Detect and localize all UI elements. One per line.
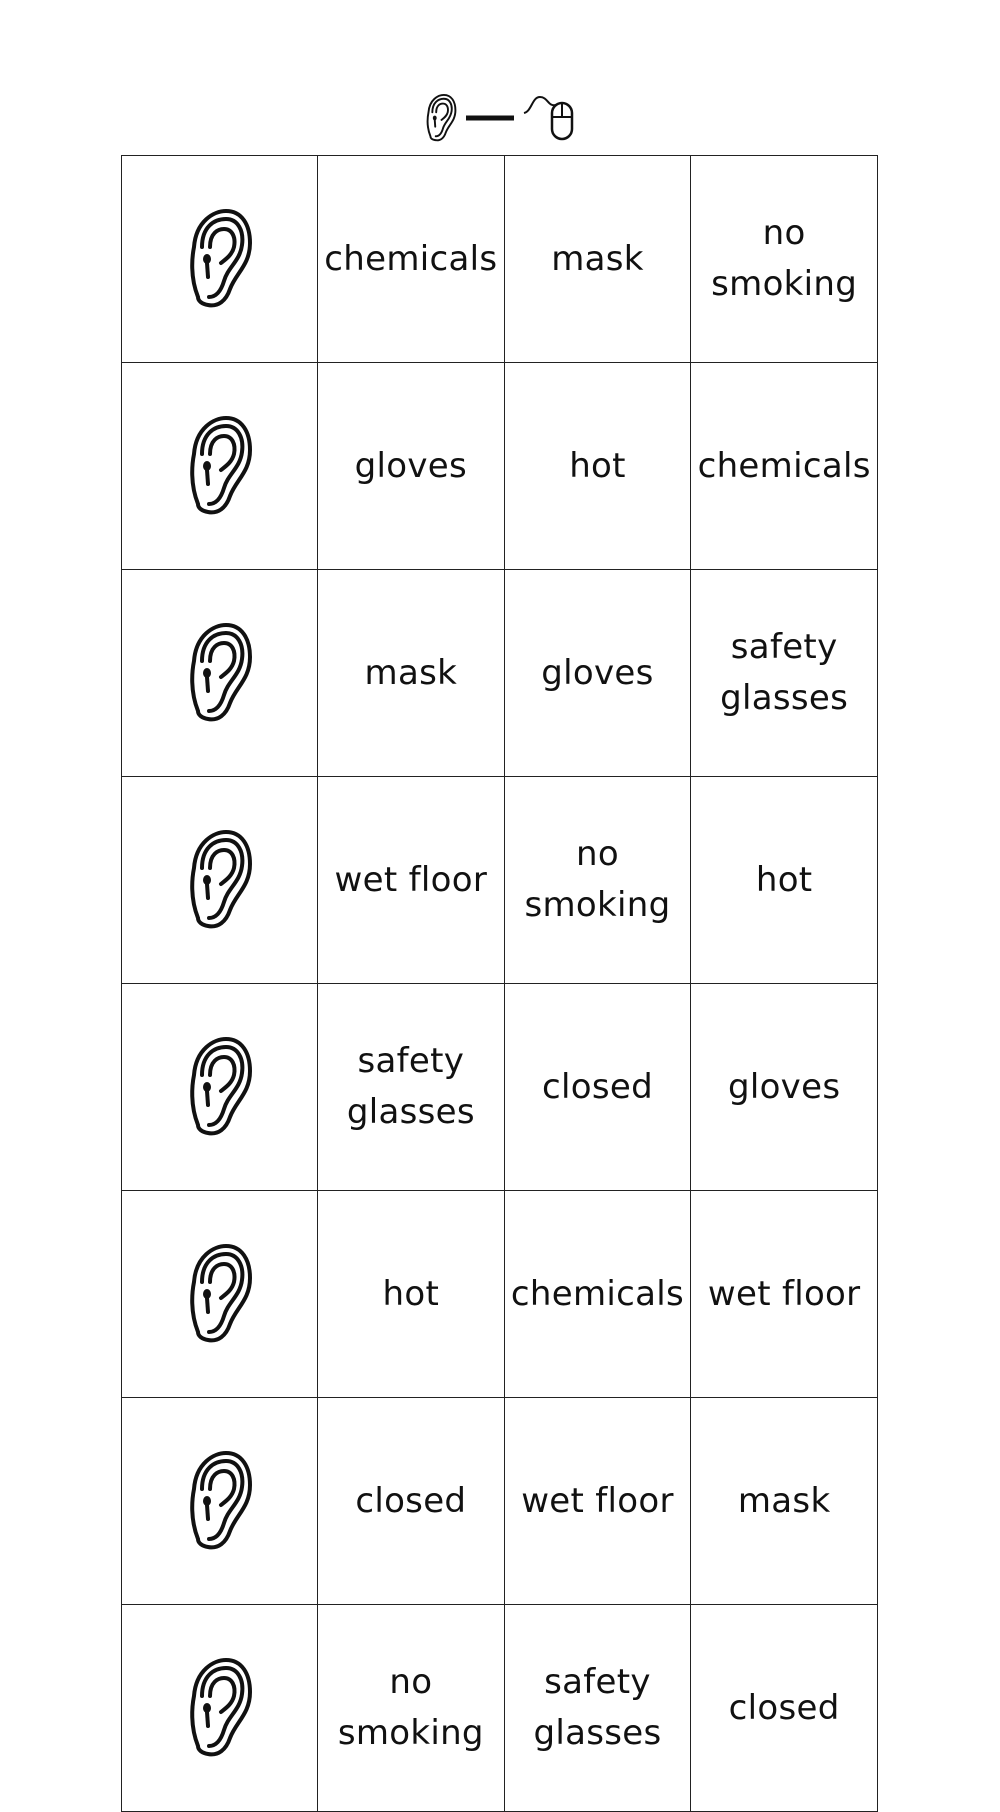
ear-icon [188,207,252,311]
grid-row [122,1398,878,1605]
grid-cell: hot [504,363,691,570]
grid-cell: safety glasses [504,1605,691,1812]
grid-cell: closed [318,1398,505,1605]
grid-cell: closed [691,1605,878,1812]
grid-cell: safety glasses [318,984,505,1191]
ear-icon [188,1035,252,1139]
ear-cell [122,570,318,777]
grid-row [122,984,878,1191]
grid-row [122,156,878,363]
grid-cell: chemicals [691,363,878,570]
grid-row [122,1605,878,1812]
grid-cell: mask [504,156,691,363]
grid-cell: gloves [504,570,691,777]
grid-cell: wet floor [318,777,505,984]
grid-row [122,363,878,570]
ear-icon [188,828,252,932]
ear-cell [122,1398,318,1605]
ear-icon [188,1242,252,1346]
grid-cell: no smoking [318,1605,505,1812]
grid-cell: chemicals [504,1191,691,1398]
grid-cell: gloves [318,363,505,570]
ear-icon [188,1449,252,1553]
ear-icon [188,621,252,725]
ear-icon [188,1656,252,1760]
grid-row [122,1191,878,1398]
grid-cell: mask [318,570,505,777]
ear-icon [424,93,458,143]
grid-cell: wet floor [504,1398,691,1605]
ear-icon [188,414,252,518]
grid-cell: no smoking [691,156,878,363]
grid-cell: wet floor [691,1191,878,1398]
grid-cell: closed [504,984,691,1191]
ear-cell [122,156,318,363]
grid-cell: hot [691,777,878,984]
bingo-grid [121,155,878,1812]
ear-cell [122,777,318,984]
ear-cell [122,984,318,1191]
ear-cell [122,1605,318,1812]
computer-mouse-icon [522,93,576,143]
dash-line [464,108,516,128]
grid-cell: hot [318,1191,505,1398]
grid-cell: no smoking [504,777,691,984]
grid-cell: mask [691,1398,878,1605]
grid-row [122,777,878,984]
grid-row [122,570,878,777]
grid-cell: chemicals [318,156,505,363]
ear-cell [122,1191,318,1398]
grid-cell: gloves [691,984,878,1191]
ear-cell [122,363,318,570]
grid-cell: safety glasses [691,570,878,777]
header-icons [0,88,1000,148]
